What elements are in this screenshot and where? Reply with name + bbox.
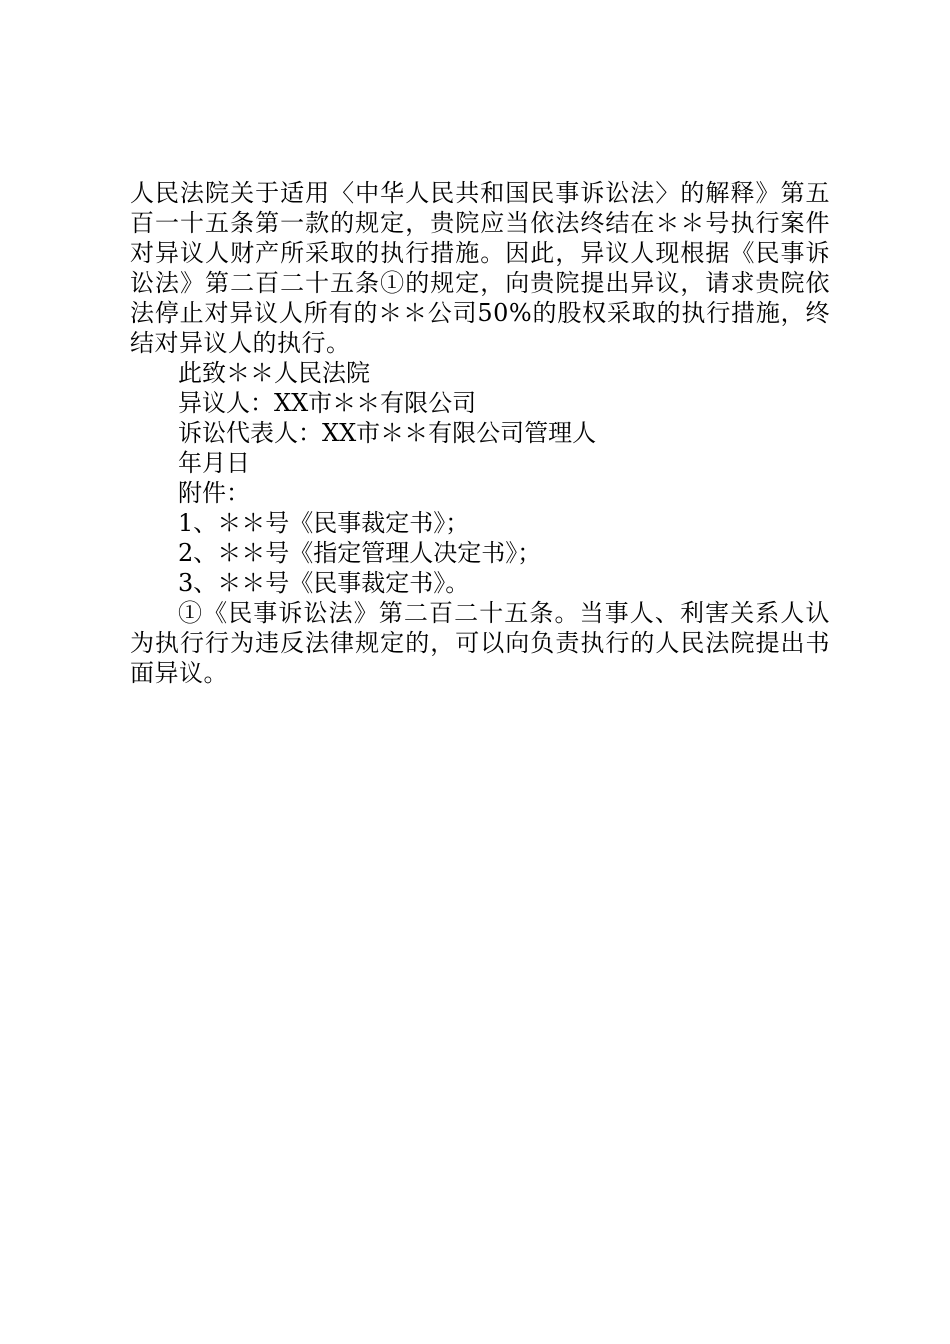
attachment-item: 3、＊＊号《民事裁定书》。: [178, 569, 470, 597]
salutation: 此致＊＊人民法院: [178, 359, 370, 387]
objector-line: 异议人：XX市＊＊有限公司: [178, 389, 477, 417]
attachment-item: 2、＊＊号《指定管理人决定书》；: [178, 539, 542, 567]
attachments-label: 附件：: [178, 479, 250, 507]
date-line: 年月日: [178, 449, 250, 477]
representative-line: 诉讼代表人：XX市＊＊有限公司管理人: [178, 419, 597, 447]
footnote: ①《民事诉讼法》第二百二十五条。当事人、利害关系人认为执行行为违反法律规定的，可以向负责执行的人民法院提出书面异议。: [130, 599, 830, 687]
body-paragraph: 人民法院关于适用〈中华人民共和国民事诉讼法〉的解释》第五百一十五条第一款的规定，贵院应当依法终结在＊＊号执行案件对异议人财产所采取的执行措施。因此，异议人现根据《民事诉讼法》第二百二十五条①的规定，向贵院提出异议，请求贵院依法停止对异议人所有的＊＊公司50%的股权采取的执行措施，终结对异议人的执行。: [130, 179, 830, 357]
attachment-item: 1、＊＊号《民事裁定书》；: [178, 509, 470, 537]
document-body: [130, 178, 830, 688]
